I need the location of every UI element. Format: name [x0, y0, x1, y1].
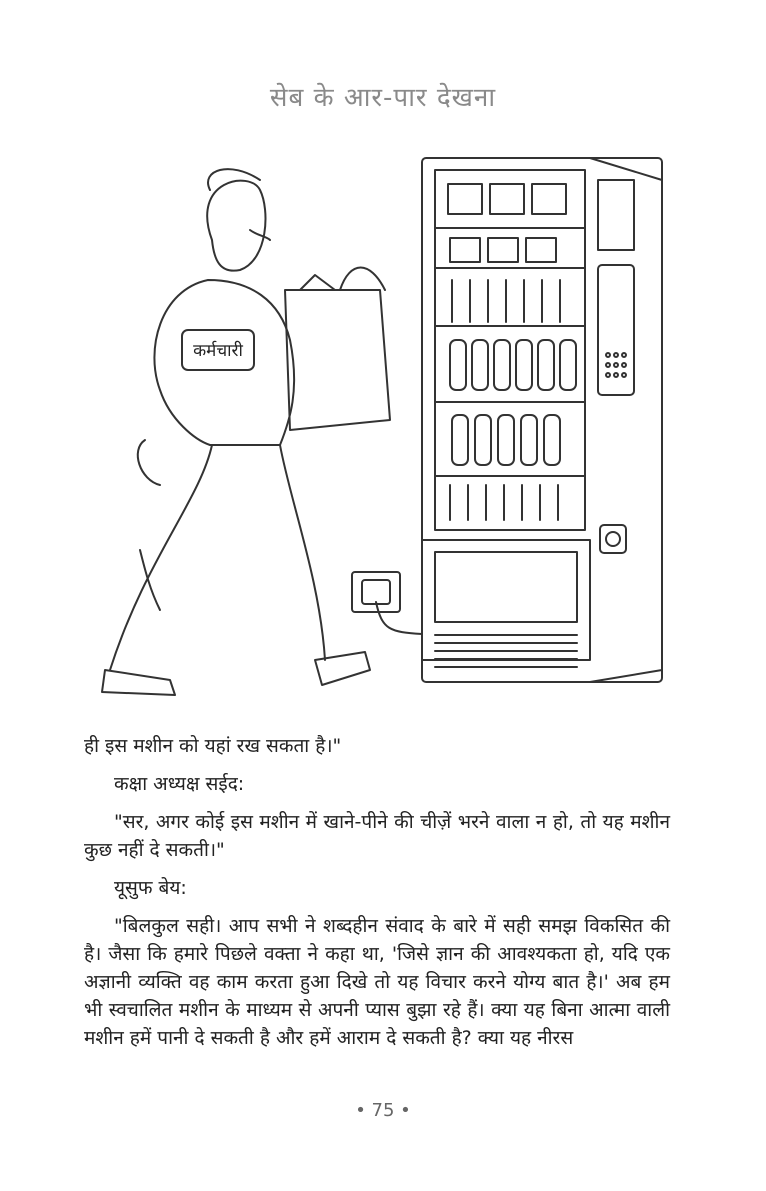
wall-outlet: [352, 572, 422, 634]
employee-badge-label: कर्मचारी: [193, 341, 243, 361]
page-number: • 75 •: [355, 1100, 411, 1121]
vending-machine: [422, 158, 662, 682]
paragraph: "बिलकुल सही। आप सभी ने शब्दहीन संवाद के बारे में सही समझ विकसित की है। जैसा कि हमारे पिछले वक्ता ने कहा था, 'जिसे ज्ञान की आवश्यकता हो, यदि एक अज्ञानी व्यक्ति वह काम करता हुआ दिखे तो यह विचार करने योग्य बात है।' अब हम भी स्वचालित मशीन के माध्यम से अपनी प्यास बुझा रहे हैं। क्या यह बिना आत्मा वाली मशीन हमें पानी दे सकती है और हमें आराम दे सकती है? क्या यह नीरस: [84, 915, 670, 1049]
body-text: [84, 732, 670, 1062]
worker-vending-machine-illustration: [90, 140, 680, 710]
paragraph: "सर, अगर कोई इस मशीन में खाने-पीने की चीज़ें भरने वाला न हो, तो यह मशीन कुछ नहीं दे सकती।": [84, 811, 670, 861]
paragraph: ही इस मशीन को यहां रख सकता है।": [84, 735, 342, 757]
speaker-label: कक्षा अध्यक्ष सईद:: [114, 773, 245, 795]
running-head: सेब के आर-पार देखना: [269, 83, 497, 113]
worker-figure: [102, 169, 390, 695]
speaker-label: यूसुफ बेय:: [114, 877, 187, 899]
